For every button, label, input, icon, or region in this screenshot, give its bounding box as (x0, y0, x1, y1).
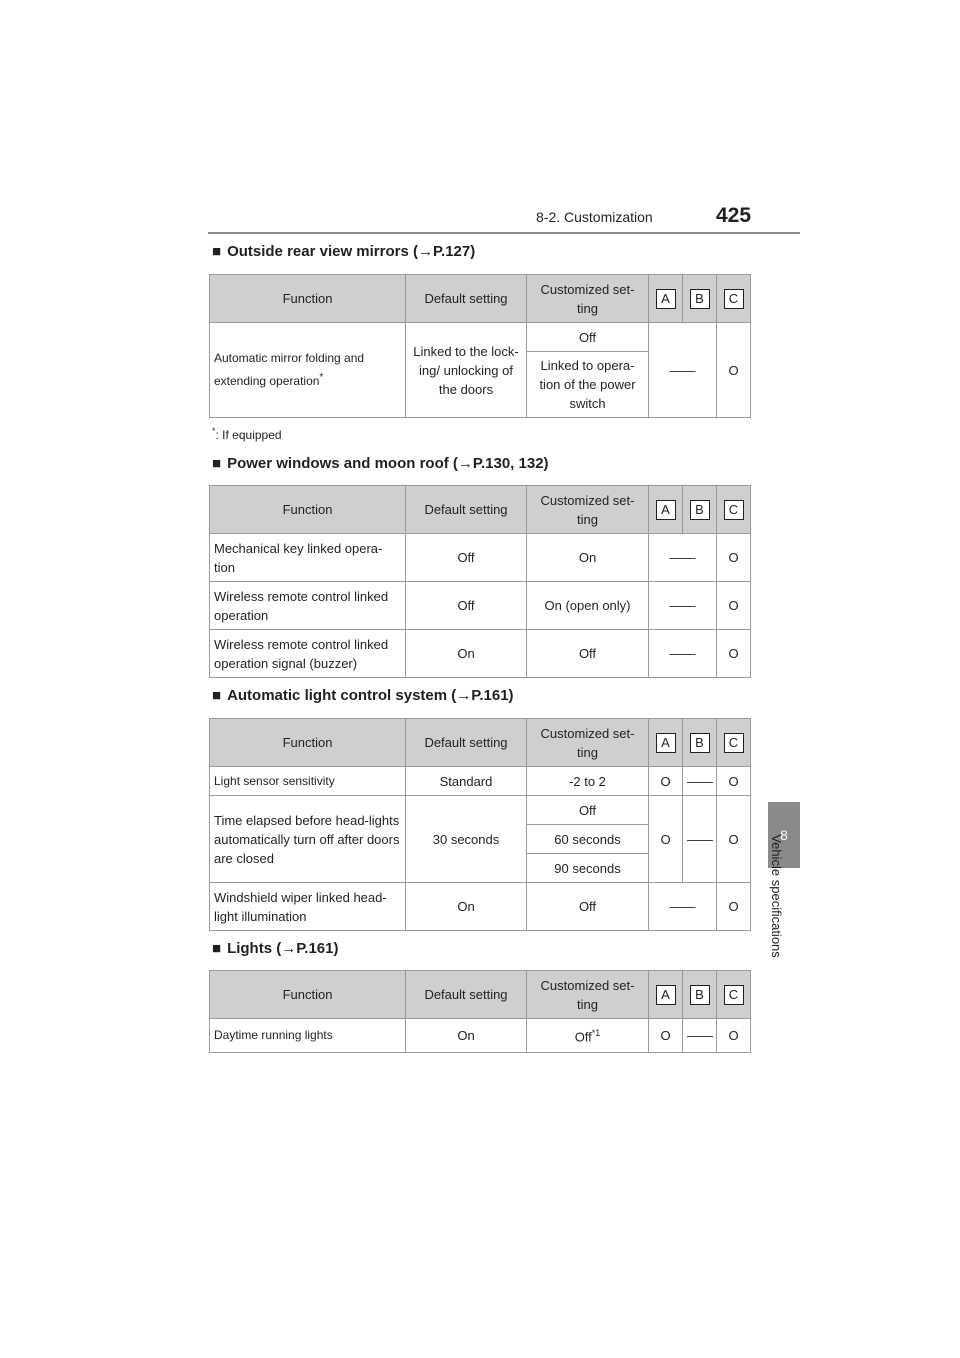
custom-cell: 90 seconds (527, 854, 649, 883)
col-default: Default setting (406, 486, 527, 534)
col-b: B (683, 971, 717, 1019)
col-customized: Customized set- ting (527, 719, 649, 767)
col-a: A (649, 971, 683, 1019)
function-cell: Light sensor sensitivity (210, 767, 406, 796)
c-cell: O (717, 1019, 751, 1053)
col-customized: Customized set- ting (527, 971, 649, 1019)
custom-cell: -2 to 2 (527, 767, 649, 796)
chapter-tab: 8 (768, 802, 800, 868)
custom-cell: On (527, 534, 649, 582)
bullet-square-icon: ■ (212, 243, 222, 260)
auto-light-table (209, 718, 751, 931)
custom-cell: 60 seconds (527, 825, 649, 854)
col-a: A (649, 486, 683, 534)
table-row (210, 796, 751, 825)
function-cell: Mechanical key linked opera-tion (210, 534, 406, 582)
a-cell: O (649, 767, 683, 796)
arrow-icon: → (417, 243, 433, 260)
col-c: C (717, 719, 751, 767)
section-heading-lights (212, 940, 338, 957)
lights-table (209, 970, 751, 1053)
footnote: *: If equipped (212, 426, 282, 442)
custom-cell: Off (527, 323, 649, 352)
c-cell: O (717, 323, 751, 418)
col-b: B (683, 719, 717, 767)
default-cell: On (406, 1019, 527, 1053)
function-cell: Wireless remote control linked operation signal (buzzer) (210, 630, 406, 678)
table-row (210, 1019, 751, 1053)
bullet-square-icon: ■ (212, 687, 222, 704)
col-default: Default setting (406, 719, 527, 767)
col-c: C (717, 486, 751, 534)
col-function: Function (210, 719, 406, 767)
function-cell: Automatic mirror folding and extending operation* (210, 323, 406, 418)
section-heading-windows (212, 455, 549, 472)
page-ref: P.161) (296, 940, 339, 957)
a-cell: O (649, 1019, 683, 1053)
col-default: Default setting (406, 971, 527, 1019)
c-cell: O (717, 630, 751, 678)
c-cell: O (717, 796, 751, 883)
table-row (210, 582, 751, 630)
col-b: B (683, 486, 717, 534)
default-cell: On (406, 883, 527, 931)
function-cell: Windshield wiper linked head-light illumination (210, 883, 406, 931)
col-customized: Customized set- ting (527, 275, 649, 323)
default-cell: Linked to the lock-ing/ unlocking of the doors (406, 323, 527, 418)
col-function: Function (210, 275, 406, 323)
col-default: Default setting (406, 275, 527, 323)
page-ref: P.130, 132) (472, 455, 549, 472)
ab-cell: —— (649, 630, 717, 678)
section-title-text: Power windows and moon roof ( (227, 455, 458, 472)
custom-cell: Off (527, 630, 649, 678)
c-cell: O (717, 534, 751, 582)
col-customized: Customized set- ting (527, 486, 649, 534)
b-cell: —— (683, 1019, 717, 1053)
ab-cell: —— (649, 323, 717, 418)
col-c: C (717, 275, 751, 323)
section-title-text: Lights ( (227, 940, 282, 957)
b-cell: —— (683, 796, 717, 883)
section-heading-mirrors (212, 243, 475, 260)
bullet-square-icon: ■ (212, 455, 222, 472)
section-heading-auto-light (212, 687, 514, 704)
col-c: C (717, 971, 751, 1019)
custom-cell: Off (527, 796, 649, 825)
custom-cell: Off$^{*1}$ (527, 1019, 649, 1053)
custom-cell: Linked to opera-tion of the power switch (527, 352, 649, 418)
windows-table (209, 485, 751, 678)
col-function: Function (210, 486, 406, 534)
page-ref: P.127) (432, 243, 476, 260)
table-row (210, 767, 751, 796)
chapter-label: Vehicle specifications (769, 834, 784, 958)
default-cell: Standard (406, 767, 527, 796)
table-row (210, 630, 751, 678)
page-ref: P.161) (471, 687, 514, 704)
col-a: A (649, 275, 683, 323)
section-title-text: Outside rear view mirrors ( (227, 243, 418, 260)
default-cell: 30 seconds (406, 796, 527, 883)
arrow-icon: → (281, 940, 297, 957)
a-cell: O (649, 796, 683, 883)
section-title: 8-2. Customization (536, 209, 653, 225)
table-row (210, 534, 751, 582)
arrow-icon: → (457, 455, 473, 472)
default-cell: Off (406, 582, 527, 630)
mirrors-table (209, 274, 751, 418)
b-cell: —— (683, 767, 717, 796)
c-cell: O (717, 582, 751, 630)
function-cell: Daytime running lights (210, 1019, 406, 1053)
arrow-icon: → (456, 687, 472, 704)
function-cell: Time elapsed before head-lights automatically turn off after doors are closed (210, 796, 406, 883)
ab-cell: —— (649, 582, 717, 630)
page-number: 425 (716, 204, 752, 227)
ab-cell: —— (649, 883, 717, 931)
c-cell: O (717, 883, 751, 931)
col-a: A (649, 719, 683, 767)
custom-cell: Off (527, 883, 649, 931)
c-cell: O (717, 767, 751, 796)
function-cell: Wireless remote control linked operation (210, 582, 406, 630)
col-b: B (683, 275, 717, 323)
section-title-text: Automatic light control system ( (227, 687, 457, 704)
ab-cell: —— (649, 534, 717, 582)
default-cell: Off (406, 534, 527, 582)
table-row (210, 883, 751, 931)
header-rule (208, 232, 800, 234)
default-cell: On (406, 630, 527, 678)
col-function: Function (210, 971, 406, 1019)
custom-cell: On (open only) (527, 582, 649, 630)
bullet-square-icon: ■ (212, 940, 222, 957)
